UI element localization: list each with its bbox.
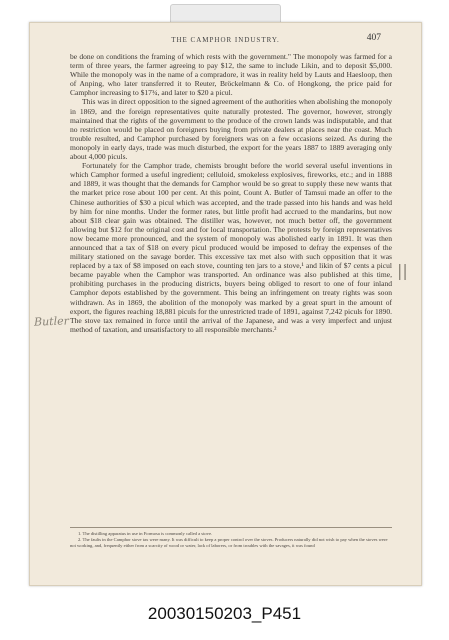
body-text — [70, 52, 392, 334]
paragraph-2: This was in direct opposition to the signed agreement of the authorities when abolishing the monopoly in 1869, and the foreign representatives quite naturally protested. The governor, however, strongly maintained that the rights of the government to the produce of the crown lands was indisputable, and that no restriction would be placed on foreigners buying from private dealers at places near the coast. Much trouble resulted, and Camphor purchased by foreigners was on a few occasions seized. As during the monopoly in early days, trade was much disturbed, the export for the years 1887 to 1889 averaging only about 4,000 piculs. — [70, 97, 392, 162]
handwritten-margin-note: Butler — [33, 314, 70, 329]
footnotes — [70, 527, 392, 549]
page-number: 407 — [366, 33, 381, 43]
running-header — [30, 33, 421, 47]
handwritten-margin-mark: || — [397, 261, 408, 280]
footnote-2: 2. The faults in the Camphor stove tax were many. It was difficult to keep a proper control over the stoves. Producers naturally did not wish to pay when the stoves were not working, and, frequently either from a scarcity of wood or water, lack of laborers, or from troubles with the savages, it was found — [70, 537, 388, 548]
running-title: THE CAMPHOR INDUSTRY. — [171, 36, 280, 44]
footnote-1: 1. The distilling apparatus in use in Formosa is commonly called a stove. — [78, 531, 213, 536]
image-id-caption: 20030150203_P451 — [147, 604, 302, 623]
paragraph-1: be done on conditions the framing of which rests with the government." The monopoly was farmed for a term of three years, the farmer agreeing to pay $12, the same to include Likin, and to deposit $5,000. While the monopoly was in the name of a compradore, it was in reality held by Lauts and Haesloop, then of Anping, who later transferred it to Reuter, Bröckelmann & Co. of Hongkong, the price paid for Camphor increasing to $17¾, and later to $20 a picul. — [70, 52, 392, 98]
paragraph-3: Fortunately for the Camphor trade, chemists brought before the world several useful inventions in which Camphor formed a useful ingredient; celluloid, smokeless explosives, fireworks, etc.; and in 1888 and 1889, it was thought that the demands for Camphor would be so great to supply these new wants that the market price rose about 100 per cent. At this point, Count A. Butler of Tamsui made an offer to the Chinese authorities of $30 a picul which was accepted, and the trade passed into his hands and was held by him for nine months. Under the former rates, but little profit had accrued to the mandarins, but now about $18 clear gain was obtained. The distiller was, however, not much better off, the government allowing but $12 for the original cost and for local transportation. The protests by foreign representatives now became more pronounced, and the system of monopoly was abolished early in 1891. It was then announced that a tax of $18 on every picul produced would be imposed to defray the expenses of the military stationed on the savage border. This excessive tax met also with such opposition that it was replaced by a tax of $8 imposed on each stove, counting ten jars to a stove,¹ and likin of $7 cents a picul became payable when the Camphor was transported. An ordinance was also published at this time, prohibiting purchases in the producing districts, buyers being obliged to resort to one of four inland Camphor depots established by the government. This being an infringement on treaty rights was soon withdrawn. As in 1869, the abolition of the monopoly was marked by a great spurt in the amount of export, the figures reaching 18,881 piculs for the unrestricted trade of 1891, against 7,242 piculs for 1890. The stove tax remained in force until the arrival of the Japanese, and was a very imperfect and unjust method of taxation, and unsatisfactory to all responsible merchants.² — [70, 161, 392, 334]
document-page — [29, 22, 422, 586]
